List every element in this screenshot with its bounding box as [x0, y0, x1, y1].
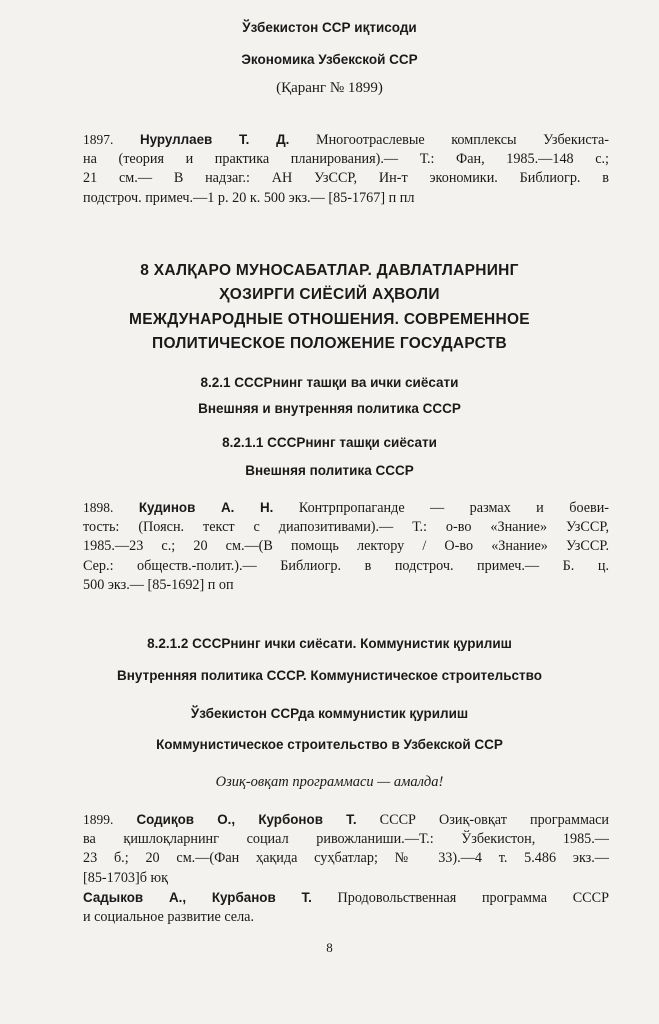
- entry-line: [85-1703]б юқ: [83, 869, 168, 886]
- subsection-title-uz: 8.2.1 СССРнинг ташқи ва ички сиёсати: [200, 375, 459, 390]
- entry-line: [83, 130, 609, 150]
- header-crossref: (Қаранг № 1899): [276, 80, 383, 96]
- entry-line: [83, 498, 609, 518]
- section-title-ru: ПОЛИТИЧЕСКОЕ ПОЛОЖЕНИЕ ГОСУДАРСТВ: [152, 335, 507, 352]
- entry-text: Многоотраслевые комплексы Узбекиста-: [315, 132, 610, 148]
- section-title-uz: ҲОЗИРГИ СИЁСИЙ АҲВОЛИ: [219, 286, 440, 303]
- entry-number: 1897.: [83, 132, 114, 147]
- subsection-title-ru: Внешняя и внутренняя политика СССР: [198, 401, 461, 416]
- entry-line: и социальное развитие села.: [83, 908, 255, 925]
- subsection-title-uz: 8.2.1.2 СССРнинг ички сиёсати. Коммунистик қурилиш: [147, 636, 512, 651]
- subsection-title-ru: Внутренняя политика СССР. Коммунистическое строительство: [117, 668, 542, 683]
- entry-line: Сер.: обществ.-полит.).— Библиогр. в подстроч. примеч.— Б. ц.: [83, 557, 609, 574]
- entry-author: Кудинов А. Н.: [138, 500, 274, 515]
- entry-text: Контрпропаганде — размах и боеви-: [298, 500, 610, 516]
- entry-line: тость: (Поясн. текст с диапозитивами).— Т.: о-во «Знание» УзССР,: [83, 518, 609, 535]
- entry-line: [83, 888, 609, 908]
- entry-number: 1898.: [83, 500, 114, 515]
- entry-1899: [83, 810, 609, 928]
- entry-number: 1899.: [83, 812, 114, 827]
- entry-line: подстроч. примеч.—1 р. 20 к. 500 экз.— [85-1767] п пл: [83, 189, 415, 206]
- entry-line: 23 б.; 20 см.—(Фан ҳақида суҳбатлар; № 33).—4 т. 5.486 экз.—: [83, 850, 609, 867]
- italic-heading: Озиқ-овқат программаси — амалда!: [215, 774, 444, 790]
- page-number: 8: [326, 940, 333, 955]
- section-title-ru: МЕЖДУНАРОДНЫЕ ОТНОШЕНИЯ. СОВРЕМЕННОЕ: [129, 311, 530, 328]
- subsection-title-uz: Ўзбекистон ССРда коммунистик қурилиш: [190, 706, 469, 721]
- subsection-title-ru: Коммунистическое строительство в Узбекской ССР: [156, 737, 503, 752]
- section-title-uz: 8 ХАЛҚАРО МУНОСАБАТЛАР. ДАВЛАТЛАРНИНГ: [140, 262, 519, 279]
- subsection-title-ru: Внешняя политика СССР: [245, 463, 414, 478]
- entry-text: Продовольственная программа СССР: [337, 890, 609, 907]
- entry-author: Нуруллаев Т. Д.: [139, 132, 290, 147]
- entry-author: Содиқов О., Курбонов Т.: [136, 812, 357, 827]
- entry-text: СССР Озиқ-овқат программаси: [379, 812, 610, 828]
- entry-line: 500 экз.— [85-1692] п оп: [83, 577, 234, 594]
- header-title-uz: Ўзбекистон ССР иқтисоди: [242, 20, 417, 35]
- header-title-ru: Экономика Узбекской ССР: [241, 52, 418, 67]
- entry-line: 1985.—23 с.; 20 см.—(В помощь лектору / О-во «Знание» УзССР.: [83, 538, 609, 555]
- entry-line: [83, 810, 609, 830]
- subsection-title-uz: 8.2.1.1 СССРнинг ташқи сиёсати: [222, 435, 437, 450]
- entry-1897: [83, 130, 609, 208]
- entry-author: Садыков А., Курбанов Т.: [83, 890, 312, 906]
- entry-line: 21 см.— В надзаг.: АН УзССР, Ин-т экономики. Библиогр. в: [83, 170, 609, 187]
- entry-line: ва қишлоқларнинг социал ривожланиши.—Т.: Ўзбекистон, 1985.—: [83, 830, 609, 847]
- entry-line: на (теория и практика планирования).— Т.: Фан, 1985.—148 с.;: [83, 150, 609, 167]
- entry-1898: [83, 498, 609, 596]
